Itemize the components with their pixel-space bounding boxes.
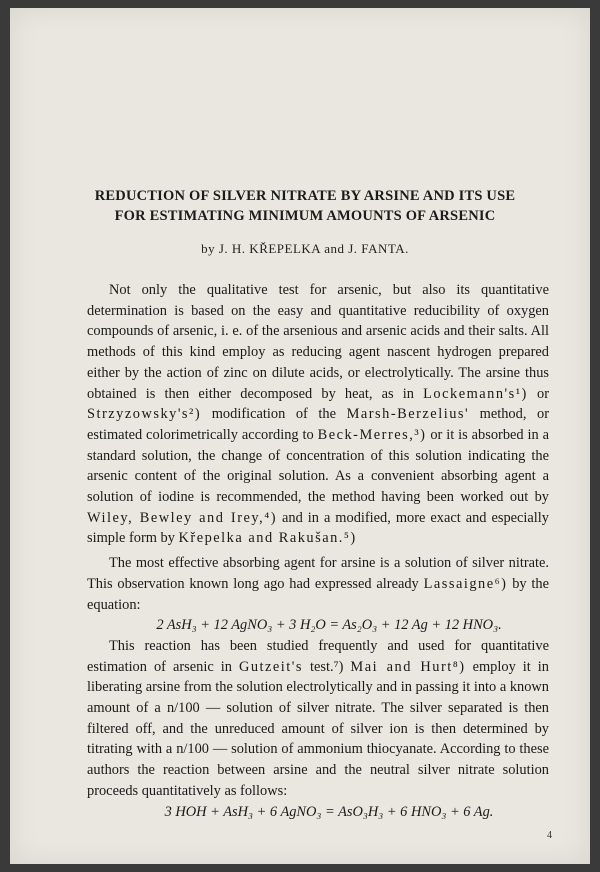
author-byline: by J. H. KŘEPELKA and J. FANTA.	[201, 241, 409, 256]
page-number: 4	[547, 830, 552, 841]
spaced-name: Wiley, Bewley and Irey,⁴)	[87, 509, 278, 526]
spaced-name: Marsh-Berzelius'	[346, 406, 470, 423]
text-run: This reaction has been studied frequently and used for quantitative estimation of arsenic in	[87, 637, 549, 675]
text-run: or	[527, 385, 549, 402]
title-line-1: REDUCTION OF SILVER NITRATE BY ARSINE AND ITS USE	[94, 188, 516, 204]
spaced-name: Lockemann's¹)	[423, 385, 528, 402]
paragraph-1	[87, 280, 549, 549]
spaced-name: Strzyzowsky's²)	[87, 406, 202, 423]
title-line-2: FOR ESTIMATING MINIMUM AMOUNTS OF ARSENIC	[114, 208, 496, 224]
equation-1: 2 AsH₃ + 12 AgNO₃ + 3 H₂O = As₂O₃ + 12 Ag + 12 HNO₃.	[156, 617, 502, 634]
text-run: or it is absorbed in a standard solution, the change of concentration of this solution indicating the arsenic content of the original solution. As a convenient absorbing agent a solution of iodine is recommended, the method having been worked out by	[87, 426, 549, 506]
text-run: The most effective absorbing agent for arsine is a solution of silver nitrate. This observation known long ago had expressed already	[87, 555, 549, 592]
paragraph-3	[87, 636, 549, 802]
paragraph-2	[87, 553, 549, 615]
text-run: employ it in liberating arsine from the solution electrolytically and in passing it into a known amount of a n/100 — solution of silver nitrate. The silver separated is then filtered off, and the unreduced amount of silver ion is then determined by titrating with a n/100 — solution of ammonium thiocyanate. According to these authors the reaction between arsine and the neutral silver nitrate solution proceeds quantitatively as follows:	[87, 658, 549, 799]
text-run: and in a modified, more exact and especially simple form by	[87, 509, 549, 547]
text-run: modification of the	[201, 406, 347, 423]
spaced-name: Mai and Hurt⁸)	[350, 658, 466, 675]
article-body	[87, 280, 549, 822]
text-run: Not only the qualitative test for arsenic, but also its quantitative determination is based on the easy and quantitative reducibility of oxygen compounds of arsenic, i. e. of the arsenious and arsenic acids and their salts. All methods of this kind employ as reducing agent nascent hydrogen prepared either by the action of zinc on dilute acids, or electrolytically. The arsine thus obtained is then either decomposed by heat, as in	[87, 282, 549, 402]
spaced-name: Křepelka and Rakušan.⁵)	[178, 530, 357, 547]
text-run: by the equation:	[87, 575, 550, 613]
paper-page	[10, 8, 590, 864]
spaced-name: Lassaigne⁶)	[423, 575, 508, 592]
text-run: test.⁷)	[303, 658, 351, 675]
spaced-name: Gutzeit's	[238, 658, 303, 675]
equation-2: 3 HOH + AsH₃ + 6 AgNO₃ = AsO₃H₃ + 6 HNO₃ + 6 Ag.	[164, 803, 494, 820]
spaced-name: Beck-Merres,³)	[317, 426, 427, 443]
text-run: method, or estimated colorimetrically according to	[87, 406, 549, 443]
article-title	[70, 186, 540, 226]
